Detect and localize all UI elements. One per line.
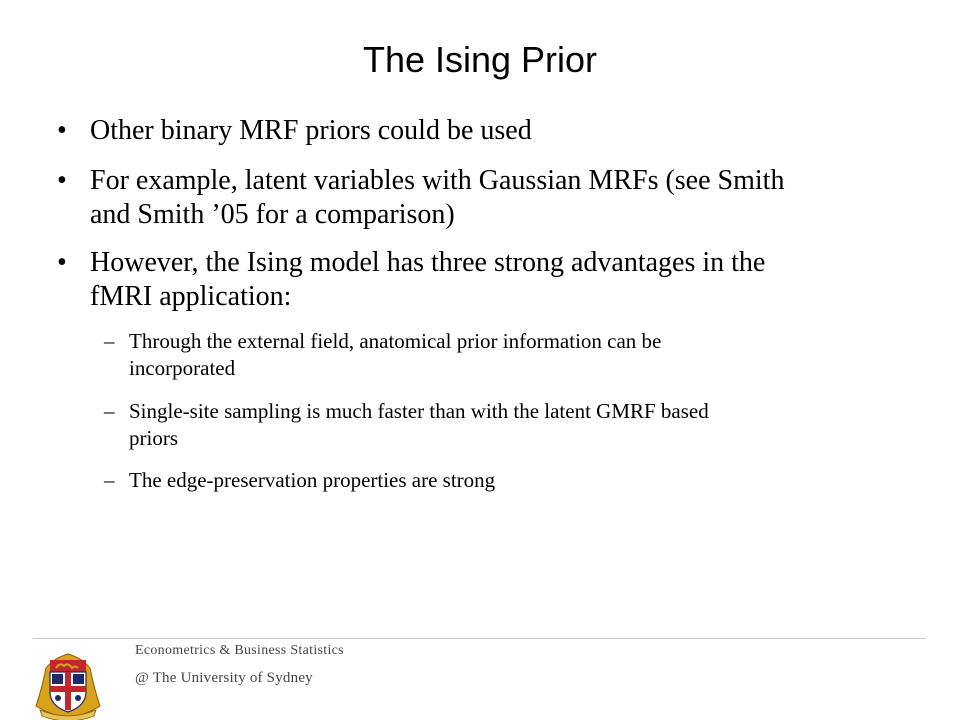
bullet-item [57,164,937,232]
university-crest-icon [32,648,104,720]
sub-bullet-item [104,398,924,452]
bullet-text: However, the Ising model has three strong advantages in the [90,247,766,278]
sub-bullet-text: Single-site sampling is much faster than with the latent GMRF based [129,399,709,423]
sub-bullet-item [104,328,924,382]
bullet-text: and Smith ’05 for a comparison) [90,199,455,230]
bullet-symbol: • [57,165,67,196]
sub-bullet-text: incorporated [129,356,236,380]
footer-department: Econometrics & Business Statistics [135,643,344,658]
bullet-symbol: • [57,115,67,146]
bullet-text: fMRI application: [90,281,292,312]
bullet-text: For example, latent variables with Gaussian MRFs (see Smith [90,165,785,196]
bullet-item [57,246,937,314]
footer-divider [33,638,926,639]
sub-bullet-text: The edge-preservation properties are strong [129,468,496,492]
slide-title: The Ising Prior [362,39,598,80]
bullet-symbol: • [57,247,67,278]
sub-bullet-symbol: – [104,468,115,492]
sub-bullet-item [104,467,924,494]
sub-bullet-text: Through the external field, anatomical prior information can be [129,329,662,353]
sub-bullet-symbol: – [104,399,115,423]
bullet-item [57,114,937,148]
sub-bullet-text: priors [129,426,178,450]
footer-university: @ The University of Sydney [135,670,313,686]
sub-bullet-symbol: – [104,329,115,353]
bullet-text: Other binary MRF priors could be used [90,115,532,146]
